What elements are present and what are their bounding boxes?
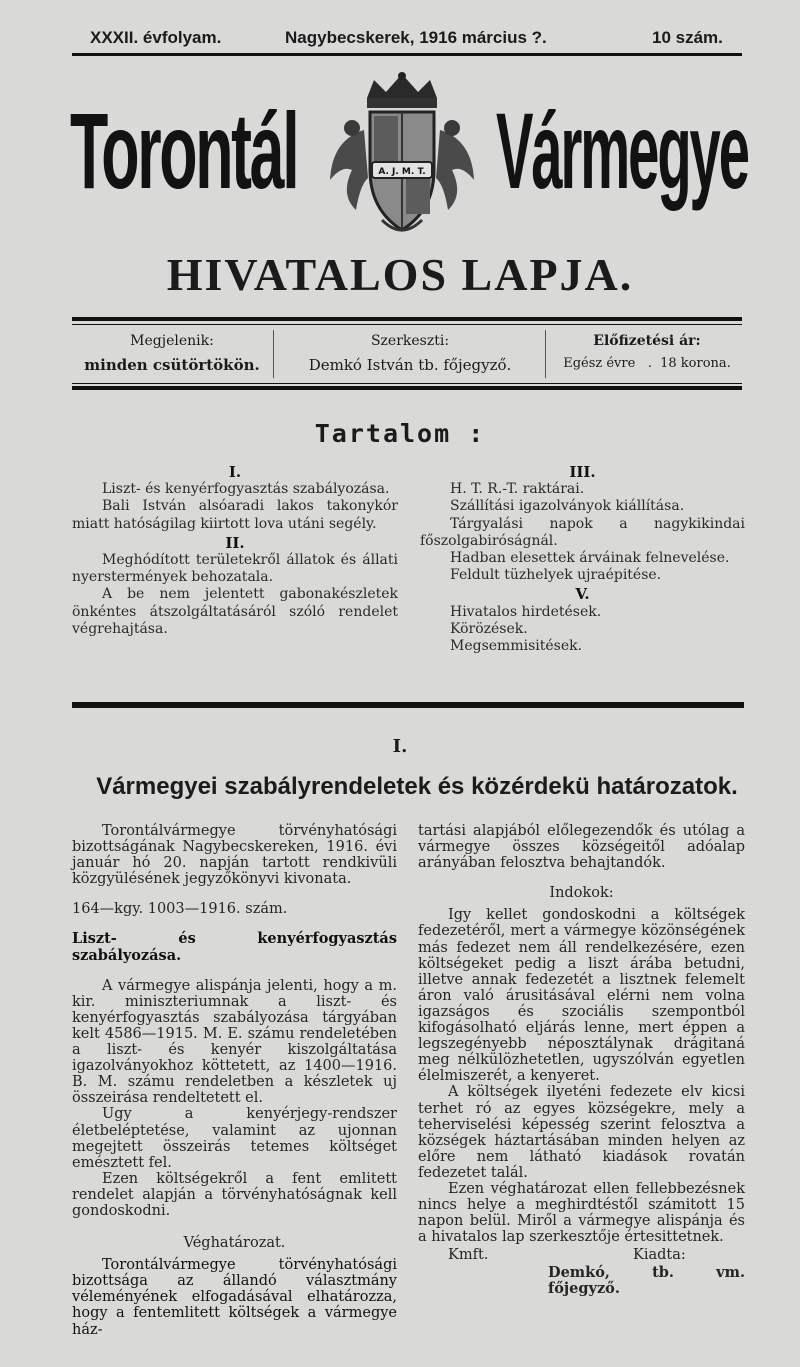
contents-item: Meghódított területekről állatok és állati nyerstermények behozatala. xyxy=(72,552,398,586)
reasons-title: Indokok: xyxy=(549,885,614,902)
contents-right-column xyxy=(420,464,745,655)
contents-bottom-rule xyxy=(72,702,744,708)
article-paragraph: Ugy a kenyérjegy-rendszer életbeléptetése, valamint az ujonnan megejtett összeirás tetemes költséget emésztett fel. xyxy=(72,1106,397,1171)
contents-item: Szállítási igazolványok kiállítása. xyxy=(450,498,685,515)
signature-label: Kiadta: xyxy=(633,1247,686,1264)
info-bottom-rule xyxy=(72,386,742,390)
signature-block xyxy=(418,1247,745,1298)
crest-motto: A. J. M. T. xyxy=(378,167,426,177)
masthead-word-right: Vármegye xyxy=(496,90,748,211)
header-rule xyxy=(72,53,742,56)
contents-title: Tartalom : xyxy=(314,419,486,448)
masthead-word-left: Torontál xyxy=(70,90,298,211)
appears-label: Megjelenik: xyxy=(130,333,214,349)
signature-name: Demkó, tb. vm. főjegyző. xyxy=(548,1264,745,1298)
article-paragraph: tartási alapjából előlegezendők és utólag a vármegye összes községeitől adóalap arányában felosztva behajtandók. xyxy=(418,823,745,872)
issue-header xyxy=(72,28,742,50)
contents-item: Körözések. xyxy=(450,620,528,637)
article-left-column xyxy=(72,823,397,1338)
contents-left-column xyxy=(72,464,398,638)
place-date: Nagybecskerek, 1916 március ?. xyxy=(285,28,547,47)
contents-item: Feldult tüzhelyek ujraépitése. xyxy=(450,567,662,584)
info-appears xyxy=(72,333,272,374)
contents-item: Megsemmisitések. xyxy=(450,638,583,655)
info-editor xyxy=(275,333,545,374)
contents-item: A be nem jelentett gabonakészletek önkéntes átszolgáltatásáról szóló rendelet végrehajtása. xyxy=(72,586,398,637)
contents-item: Liszt- és kenyérfogyasztás szabályozása. xyxy=(102,481,390,498)
contents-item: Hivatalos hirdetések. xyxy=(450,603,602,620)
info-top-rule-thin xyxy=(72,324,742,325)
article-paragraph: A költségek ilyeténi fedezete elv kicsi terhet ró az egyes községekre, mely a teherviselési képesség szerint felosztva a községek háztartásában minden helyen az előre nem látható kiadások rovatán fedezetet talál. xyxy=(418,1084,745,1181)
contents-item: Hadban elesettek árváinak felnevelése. xyxy=(450,550,730,567)
subscription-value: Egész évre . 18 korona. xyxy=(563,356,731,371)
contents-section-number: V. xyxy=(575,585,590,604)
article-heading: Liszt- és kenyérfogyasztás szabályozása. xyxy=(72,930,397,964)
article-paragraph: Igy kellet gondoskodni a költségek fedezetéről, mert a vármegye közönségének más fedezet nem áll rendelkezésére, ezen költségeket pedig a liszt árába betudni, illetve annak fedezetét a lisztnek felemelt áron való árusitásával elérni nem volna igazságos és szociális szempontból kifogásolható eljárás lenne, mert éppen a legszegényebb néposztálynak drágitaná meg nélkülözhetetlen, ugyszólván egyetlen élelmiszerét, a kenyeret. xyxy=(418,907,745,1085)
section-title: Vármegyei szabályrendeletek és közérdekü határozatok. xyxy=(96,773,738,800)
editor-value: Demkó István tb. főjegyző. xyxy=(308,356,512,374)
masthead-subtitle: HIVATALOS LAPJA. xyxy=(166,249,634,300)
info-bottom-rule-thin xyxy=(72,383,742,384)
article-intro: Torontálvármegye törvényhatósági bizottságának Nagybecskereken, 1916. évi január hó 20. napján tartott rendkivüli közgyülésének jegyzőkönyvi kivonata. xyxy=(72,823,397,888)
contents-section-number: III. xyxy=(569,463,596,481)
signature-left: Kmft. xyxy=(448,1247,489,1264)
article-reference: 164—kgy. 1003—1916. szám. xyxy=(72,901,288,918)
article-right-column xyxy=(418,823,745,1298)
decision-title: Véghatározat. xyxy=(183,1235,286,1252)
article-paragraph: Ezen költségekről a fent emlitett rendelet alapján a törvényhatóságnak kell gondoskodni. xyxy=(72,1170,397,1219)
article-paragraph: Ezen véghatározat ellen fellebbezésnek nincs helye a meghirdtéstől számitott 15 napon belül. Miről a vármegye alispánja és a hivatalos lap szerkesztője értesittetnek. xyxy=(418,1180,745,1246)
issue-number: 10 szám. xyxy=(652,28,723,47)
info-divider xyxy=(273,330,274,378)
contents-item: Bali István alsóaradi lakos takonykór miatt hatóságilag kiirtott lova utáni segély. xyxy=(72,498,398,532)
article-paragraph: Torontálvármegye törvényhatósági bizottsága az állandó választmány véleményének elfogadásával elhatározza, hogy a fentemlitett költségek a vármegye ház- xyxy=(72,1257,397,1338)
subscription-label: Előfizetési ár: xyxy=(593,333,701,349)
appears-value: minden csütörtökön. xyxy=(84,356,260,374)
coat-of-arms-emblem xyxy=(312,70,492,240)
contents-item: Tárgyalási napok a nagykikindai főszolgabiróságnál. xyxy=(420,515,745,549)
contents-section-number: II. xyxy=(225,533,245,552)
contents-section-number: I. xyxy=(228,463,242,481)
info-divider xyxy=(545,330,546,378)
article-paragraph: A vármegye alispánja jelenti, hogy a m. kir. miniszteriumnak a liszt- és kenyérfogyasztás szabályozása tárgyában kelt 4586—1915. M. E. számu rendeletében a liszt- és kenyér kiszolgáltatása igazolványokhoz köttetett, az 1400—1916. B. M. számu rendeletben a készletek uj összeirása rendeltetett el. xyxy=(72,977,397,1107)
info-top-rule xyxy=(72,317,742,321)
volume-label: XXXII. évfolyam. xyxy=(90,28,222,47)
editor-label: Szerkeszti: xyxy=(370,333,450,349)
contents-item: H. T. R.-T. raktárai. xyxy=(450,481,585,498)
section-number: I. xyxy=(392,736,408,757)
info-subscription xyxy=(548,333,746,371)
